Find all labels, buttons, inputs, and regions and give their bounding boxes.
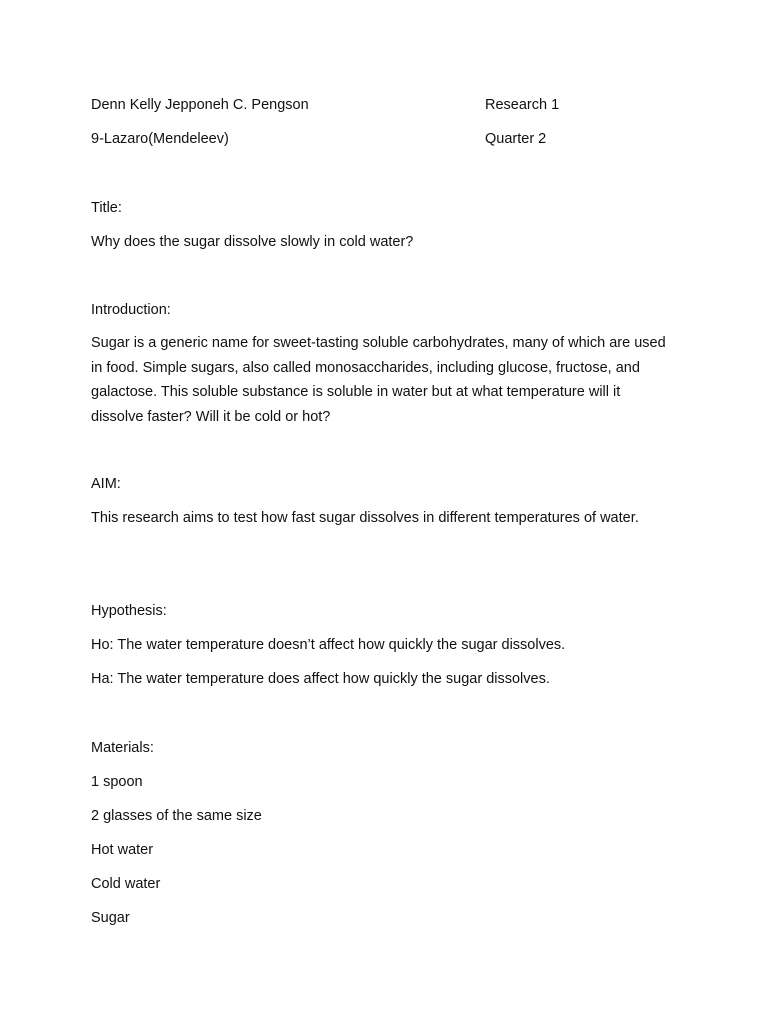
student-section: 9-Lazaro(Mendeleev) (91, 131, 229, 147)
materials-item: 2 glasses of the same size (91, 808, 262, 824)
aim-text: This research aims to test how fast sugar dissolves in different temperatures of water. (91, 510, 639, 526)
materials-item: Sugar (91, 910, 130, 926)
introduction-text: Sugar is a generic name for sweet-tasting soluble carbohydrates, many of which are used in food. Simple sugars, also called monosaccharides, including glucose, fructose, and galactose. This soluble substance is soluble in water but at what temperature will it dissolve faster? Will it be cold or hot? (91, 335, 666, 425)
materials-item: Cold water (91, 876, 161, 892)
title-heading: Title: (91, 200, 122, 216)
hypothesis-null: Ho: The water temperature doesn’t affect how quickly the sugar dissolves. (91, 637, 566, 653)
quarter-label: Quarter 2 (485, 131, 547, 147)
materials-item: Hot water (91, 842, 154, 858)
aim-heading: AIM: (91, 476, 121, 492)
title-text: Why does the sugar dissolve slowly in cold water? (91, 234, 414, 250)
materials-heading: Materials: (91, 740, 154, 756)
hypothesis-alternative: Ha: The water temperature does affect how quickly the sugar dissolves. (91, 671, 550, 687)
introduction-heading: Introduction: (91, 302, 171, 318)
student-name: Denn Kelly Jepponeh C. Pengson (91, 97, 309, 113)
hypothesis-heading: Hypothesis: (91, 603, 167, 619)
materials-item: 1 spoon (91, 774, 143, 790)
subject-label: Research 1 (485, 97, 560, 113)
